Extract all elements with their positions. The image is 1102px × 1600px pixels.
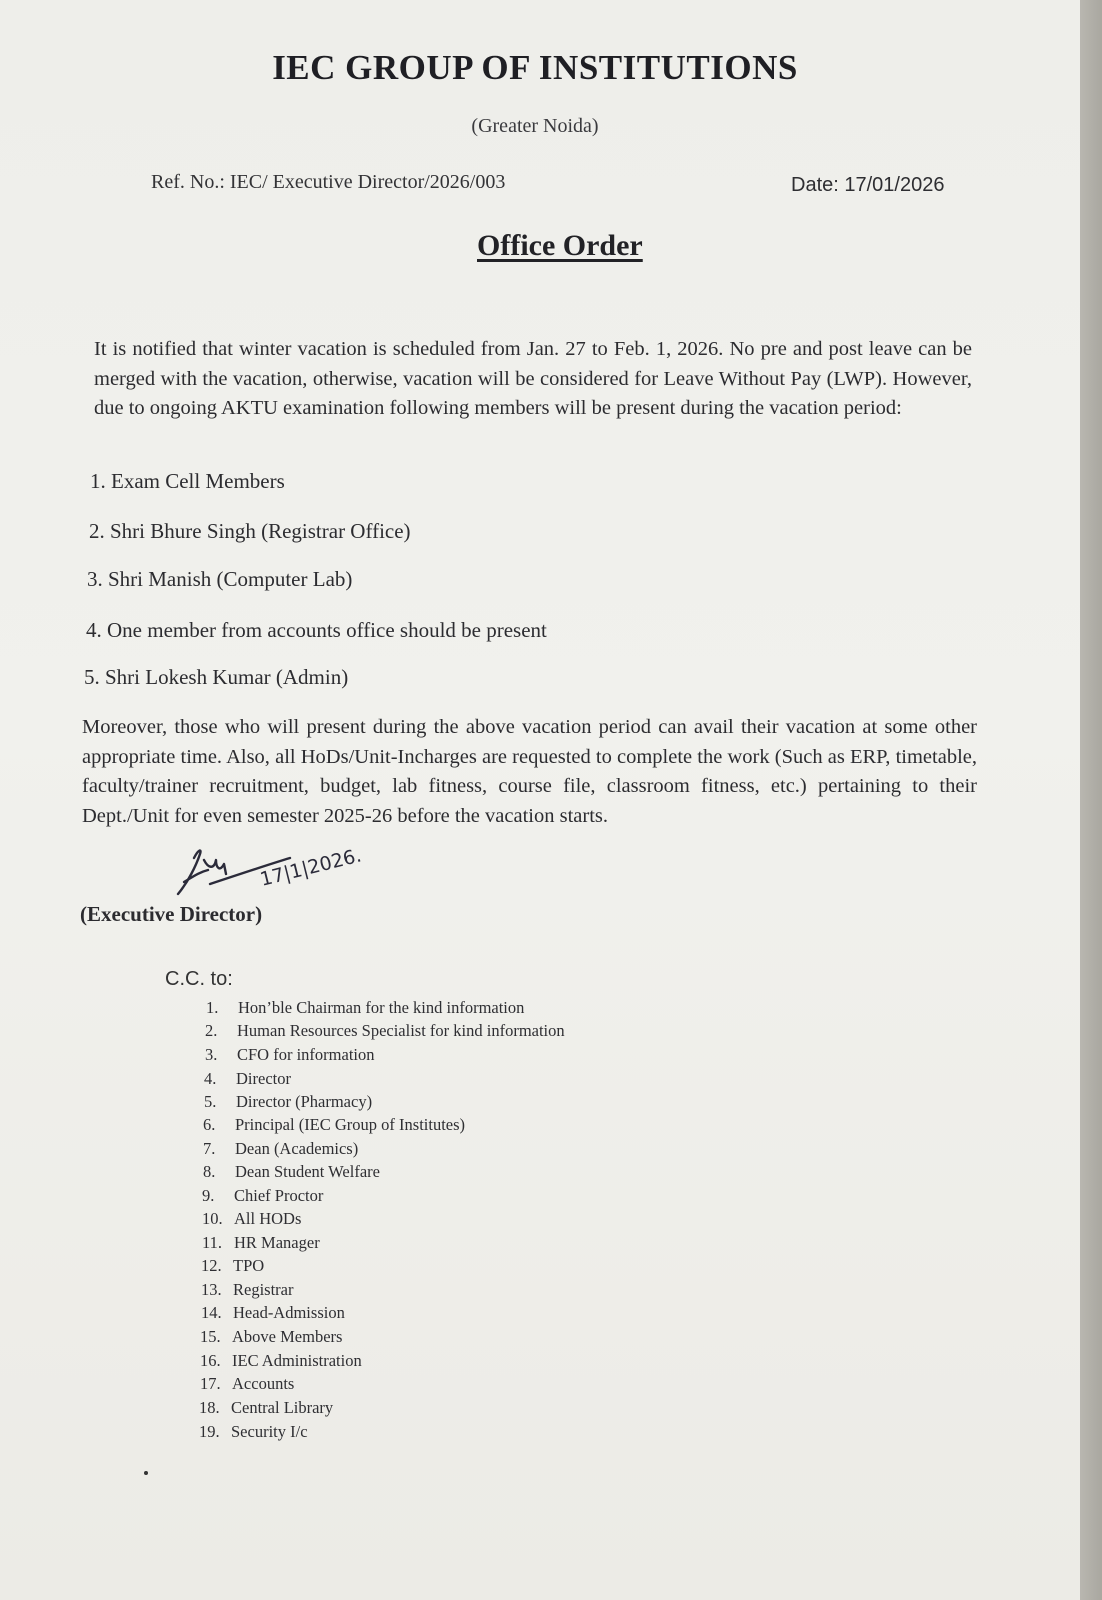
- cc-list-item: 3. CFO for information: [205, 1045, 375, 1064]
- cc-list-item: 14. Head-Admission: [201, 1303, 345, 1322]
- member-item: 4. One member from accounts office should be present: [86, 618, 547, 642]
- cc-list-item: 16. IEC Administration: [200, 1351, 362, 1370]
- cc-heading: C.C. to:: [165, 968, 233, 990]
- signer-title: (Executive Director): [80, 902, 263, 926]
- cc-list-item: 13. Registrar: [201, 1280, 294, 1299]
- instructions-paragraph: Moreover, those who will present during the above vacation period can avail their vacation at some other appropriate time. Also, all HoDs/Unit-Incharges are requested to complete the work (Such as ERP, timetable, faculty/trainer recruitment, budget, lab fitness, course file, classroom fitness, etc.) pertaining to their Dept./Unit for even semester 2025-26 before the vacation starts.: [82, 716, 977, 827]
- cc-list-item: 19. Security I/c: [199, 1422, 308, 1441]
- order-heading: Office Order: [477, 229, 643, 262]
- reference-number: Ref. No.: IEC/ Executive Director/2026/003: [151, 171, 506, 193]
- member-item: 5. Shri Lokesh Kumar (Admin): [84, 665, 349, 689]
- cc-list-item: 8. Dean Student Welfare: [203, 1162, 380, 1181]
- cc-list-item: 7. Dean (Academics): [203, 1139, 359, 1158]
- handwritten-signature: [170, 838, 400, 898]
- cc-list-item: 9. Chief Proctor: [202, 1186, 324, 1205]
- member-item: 2. Shri Bhure Singh (Registrar Office): [89, 519, 411, 543]
- page-edge-shadow: [1080, 0, 1102, 1600]
- cc-list-item: 4. Director: [204, 1069, 291, 1088]
- ink-dot: [144, 1471, 148, 1475]
- member-item: 1. Exam Cell Members: [90, 469, 285, 493]
- vacation-notice-paragraph: It is notified that winter vacation is scheduled from Jan. 27 to Feb. 1, 2026. No pre and post leave can be merged with the vacation, otherwise, vacation will be considered for Leave Without Pay (LWP). However, due to ongoing AKTU examination following members will be present during the vacation period:: [94, 338, 972, 419]
- institution-location: (Greater Noida): [471, 115, 599, 137]
- cc-list-item: 10. All HODs: [202, 1209, 302, 1228]
- cc-list-item: 15. Above Members: [200, 1327, 343, 1346]
- cc-list-item: 12. TPO: [201, 1256, 265, 1275]
- cc-list-item: 1. Hon’ble Chairman for the kind information: [206, 998, 525, 1017]
- cc-list-item: 6. Principal (IEC Group of Institutes): [203, 1115, 466, 1134]
- member-item: 3. Shri Manish (Computer Lab): [87, 567, 353, 591]
- cc-list-item: 2. Human Resources Specialist for kind information: [205, 1021, 565, 1040]
- signature-date: 17|1|2026.: [257, 844, 364, 891]
- order-date: Date: 17/01/2026: [791, 174, 945, 196]
- cc-list-item: 5. Director (Pharmacy): [204, 1092, 373, 1111]
- cc-list-item: 17. Accounts: [200, 1374, 295, 1393]
- cc-list-item: 18. Central Library: [199, 1398, 334, 1417]
- cc-list-item: 11. HR Manager: [202, 1233, 320, 1252]
- institution-title: IEC GROUP OF INSTITUTIONS: [272, 48, 798, 87]
